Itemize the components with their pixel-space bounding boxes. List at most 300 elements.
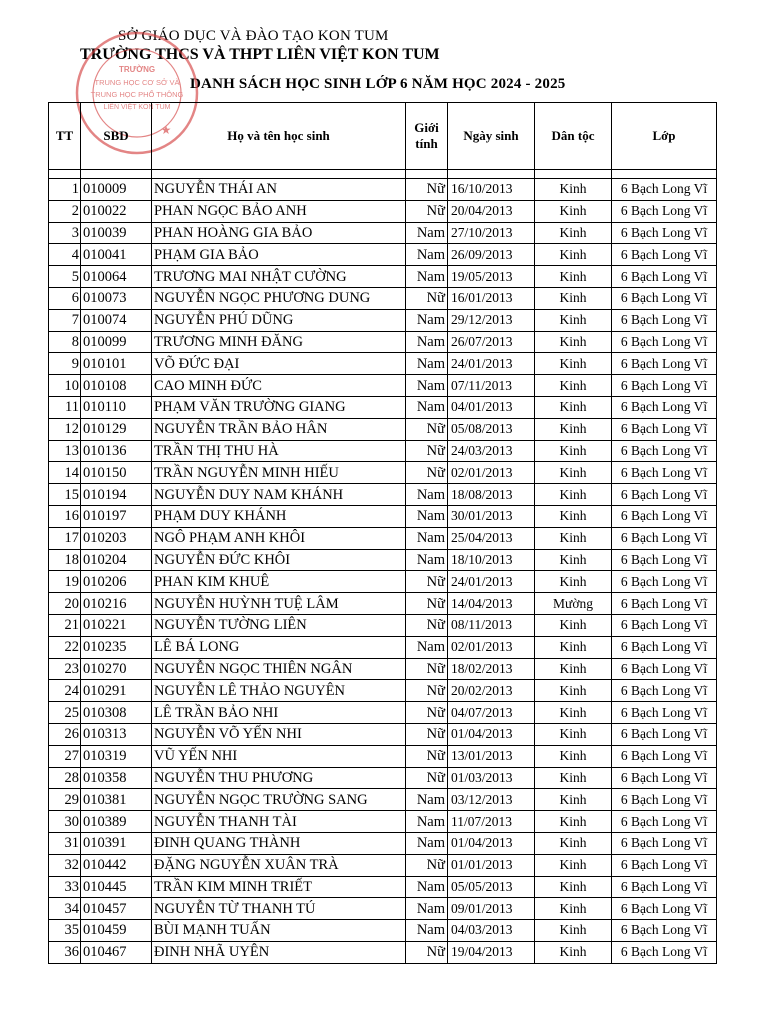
cell-ethnicity: Kinh [535,353,612,375]
table-row [49,920,717,942]
cell-sbd: 010064 [81,266,152,288]
table-row [49,200,717,222]
cell-student-name: NGUYỄN THANH TÀI [152,811,406,833]
cell-gender: Nam [406,505,448,527]
table-row [49,767,717,789]
cell-sbd: 010110 [81,396,152,418]
table-header-row [49,103,717,170]
cell-student-name: TRẦN THỊ THU HÀ [152,440,406,462]
cell-sbd: 010129 [81,418,152,440]
table-row [49,375,717,397]
cell-gender: Nam [406,832,448,854]
cell-ethnicity: Kinh [535,309,612,331]
cell-gender: Nam [406,789,448,811]
table-row [49,811,717,833]
table-row [49,418,717,440]
cell-class: 6 Bạch Long Vĩ [612,200,717,222]
cell-student-name: NGUYỄN NGỌC THIÊN NGÂN [152,658,406,680]
cell-student-name: PHẠM GIA BẢO [152,244,406,266]
cell-dob: 16/01/2013 [448,287,535,309]
cell-ethnicity: Kinh [535,811,612,833]
cell-sbd: 010442 [81,854,152,876]
cell-gender: Nữ [406,200,448,222]
cell-tt: 35 [49,920,81,942]
cell-dob: 01/01/2013 [448,854,535,876]
cell-sbd: 010291 [81,680,152,702]
cell-tt: 16 [49,505,81,527]
cell-sbd: 010108 [81,375,152,397]
cell-class: 6 Bạch Long Vĩ [612,636,717,658]
cell-gender: Nam [406,396,448,418]
cell-student-name: LÊ TRẦN BẢO NHI [152,702,406,724]
cell-dob: 27/10/2013 [448,222,535,244]
cell-student-name: NGUYỄN ĐỨC KHÔI [152,549,406,571]
cell-tt: 5 [49,266,81,288]
cell-tt: 32 [49,854,81,876]
cell-tt: 6 [49,287,81,309]
cell-sbd: 010389 [81,811,152,833]
cell-gender: Nữ [406,571,448,593]
cell-student-name: NGUYỄN THU PHƯƠNG [152,767,406,789]
cell-class: 6 Bạch Long Vĩ [612,353,717,375]
cell-sbd: 010101 [81,353,152,375]
cell-gender: Nam [406,898,448,920]
table-row [49,723,717,745]
cell-sbd: 010022 [81,200,152,222]
cell-dob: 18/10/2013 [448,549,535,571]
cell-class: 6 Bạch Long Vĩ [612,680,717,702]
cell-sbd: 010221 [81,614,152,636]
cell-gender: Nữ [406,614,448,636]
table-row [49,941,717,963]
cell-student-name: NGUYỄN DUY NAM KHÁNH [152,484,406,506]
col-header-dob: Ngày sinh [448,103,535,170]
cell-dob: 24/01/2013 [448,571,535,593]
cell-class: 6 Bạch Long Vĩ [612,244,717,266]
cell-class: 6 Bạch Long Vĩ [612,898,717,920]
cell-dob: 08/11/2013 [448,614,535,636]
cell-dob: 20/04/2013 [448,200,535,222]
table-row [49,854,717,876]
cell-class: 6 Bạch Long Vĩ [612,549,717,571]
table-row [49,549,717,571]
cell-class: 6 Bạch Long Vĩ [612,527,717,549]
cell-class: 6 Bạch Long Vĩ [612,811,717,833]
cell-tt: 2 [49,200,81,222]
cell-ethnicity: Kinh [535,505,612,527]
cell-sbd: 010459 [81,920,152,942]
cell-tt: 19 [49,571,81,593]
cell-gender: Nữ [406,723,448,745]
cell-class: 6 Bạch Long Vĩ [612,571,717,593]
table-row [49,484,717,506]
cell-tt: 22 [49,636,81,658]
cell-gender: Nữ [406,287,448,309]
cell-student-name: NGUYỄN THÁI AN [152,179,406,201]
cell-dob: 13/01/2013 [448,745,535,767]
cell-gender: Nam [406,222,448,244]
cell-gender: Nữ [406,418,448,440]
cell-sbd: 010074 [81,309,152,331]
cell-class: 6 Bạch Long Vĩ [612,179,717,201]
cell-tt: 31 [49,832,81,854]
cell-gender: Nam [406,309,448,331]
cell-student-name: NGUYỄN VÕ YẾN NHI [152,723,406,745]
cell-ethnicity: Kinh [535,396,612,418]
cell-ethnicity: Kinh [535,571,612,593]
cell-class: 6 Bạch Long Vĩ [612,484,717,506]
cell-gender: Nữ [406,593,448,615]
cell-class: 6 Bạch Long Vĩ [612,396,717,418]
cell-class: 6 Bạch Long Vĩ [612,440,717,462]
cell-student-name: NGUYỄN TƯỜNG LIÊN [152,614,406,636]
cell-class: 6 Bạch Long Vĩ [612,418,717,440]
student-list-table [48,102,717,964]
cell-ethnicity: Kinh [535,723,612,745]
cell-tt: 7 [49,309,81,331]
cell-gender: Nữ [406,658,448,680]
col-header-sbd: SBD [81,103,152,170]
cell-gender: Nam [406,636,448,658]
cell-student-name: PHẠM VĂN TRƯỜNG GIANG [152,396,406,418]
cell-student-name: TRƯƠNG MAI NHẬT CƯỜNG [152,266,406,288]
cell-ethnicity: Kinh [535,854,612,876]
cell-tt: 1 [49,179,81,201]
cell-class: 6 Bạch Long Vĩ [612,331,717,353]
cell-dob: 14/04/2013 [448,593,535,615]
table-row [49,222,717,244]
cell-ethnicity: Kinh [535,767,612,789]
cell-tt: 13 [49,440,81,462]
cell-gender: Nữ [406,745,448,767]
cell-gender: Nam [406,549,448,571]
cell-dob: 01/04/2013 [448,832,535,854]
table-row [49,571,717,593]
cell-student-name: LÊ BÁ LONG [152,636,406,658]
cell-tt: 12 [49,418,81,440]
cell-student-name: ĐẶNG NGUYỄN XUÂN TRÀ [152,854,406,876]
table-row [49,876,717,898]
table-row [49,266,717,288]
table-row [49,505,717,527]
cell-student-name: NGÔ PHẠM ANH KHÔI [152,527,406,549]
cell-gender: Nam [406,484,448,506]
cell-class: 6 Bạch Long Vĩ [612,287,717,309]
cell-class: 6 Bạch Long Vĩ [612,745,717,767]
cell-student-name: PHAN KIM KHUÊ [152,571,406,593]
cell-student-name: PHAN HOÀNG GIA BẢO [152,222,406,244]
cell-tt: 29 [49,789,81,811]
cell-dob: 07/11/2013 [448,375,535,397]
cell-dob: 05/05/2013 [448,876,535,898]
cell-tt: 27 [49,745,81,767]
cell-ethnicity: Kinh [535,331,612,353]
cell-gender: Nữ [406,680,448,702]
cell-sbd: 010457 [81,898,152,920]
cell-gender: Nam [406,353,448,375]
cell-sbd: 010204 [81,549,152,571]
cell-dob: 25/04/2013 [448,527,535,549]
cell-dob: 02/01/2013 [448,636,535,658]
cell-dob: 01/03/2013 [448,767,535,789]
cell-gender: Nữ [406,702,448,724]
cell-class: 6 Bạch Long Vĩ [612,505,717,527]
seal-line-1: TRƯỜNG [118,65,156,74]
cell-sbd: 010039 [81,222,152,244]
table-row [49,832,717,854]
cell-student-name: NGUYỄN NGỌC TRƯỜNG SANG [152,789,406,811]
cell-ethnicity: Kinh [535,702,612,724]
cell-class: 6 Bạch Long Vĩ [612,876,717,898]
document-header [0,0,768,105]
seal-star-icon: ★ [160,123,172,137]
cell-tt: 26 [49,723,81,745]
cell-ethnicity: Kinh [535,920,612,942]
cell-sbd: 010041 [81,244,152,266]
cell-dob: 18/02/2013 [448,658,535,680]
table-row [49,680,717,702]
cell-sbd: 010391 [81,832,152,854]
cell-dob: 26/07/2013 [448,331,535,353]
table-row [49,353,717,375]
cell-student-name: ĐINH QUANG THÀNH [152,832,406,854]
cell-sbd: 010381 [81,789,152,811]
cell-tt: 24 [49,680,81,702]
cell-student-name: PHAN NGỌC BẢO ANH [152,200,406,222]
cell-sbd: 010194 [81,484,152,506]
cell-gender: Nam [406,527,448,549]
cell-sbd: 010197 [81,505,152,527]
cell-dob: 04/03/2013 [448,920,535,942]
cell-student-name: TRẦN NGUYỄN MINH HIẾU [152,462,406,484]
cell-ethnicity: Kinh [535,418,612,440]
cell-ethnicity: Kinh [535,832,612,854]
cell-ethnicity: Kinh [535,440,612,462]
cell-student-name: NGUYỄN TRẦN BẢO HÂN [152,418,406,440]
cell-ethnicity: Mường [535,593,612,615]
cell-class: 6 Bạch Long Vĩ [612,702,717,724]
cell-dob: 04/07/2013 [448,702,535,724]
cell-gender: Nam [406,375,448,397]
cell-student-name: NGUYỄN PHÚ DŨNG [152,309,406,331]
cell-gender: Nữ [406,854,448,876]
cell-dob: 18/08/2013 [448,484,535,506]
table-row [49,789,717,811]
cell-gender: Nam [406,331,448,353]
cell-class: 6 Bạch Long Vĩ [612,941,717,963]
cell-sbd: 010099 [81,331,152,353]
cell-tt: 17 [49,527,81,549]
cell-dob: 29/12/2013 [448,309,535,331]
cell-ethnicity: Kinh [535,222,612,244]
cell-sbd: 010235 [81,636,152,658]
cell-class: 6 Bạch Long Vĩ [612,462,717,484]
table-row [49,636,717,658]
cell-dob: 03/12/2013 [448,789,535,811]
cell-class: 6 Bạch Long Vĩ [612,789,717,811]
cell-tt: 10 [49,375,81,397]
cell-tt: 3 [49,222,81,244]
cell-sbd: 010206 [81,571,152,593]
cell-gender: Nam [406,876,448,898]
cell-class: 6 Bạch Long Vĩ [612,266,717,288]
cell-tt: 9 [49,353,81,375]
table-row [49,898,717,920]
cell-gender: Nam [406,920,448,942]
cell-class: 6 Bạch Long Vĩ [612,593,717,615]
cell-ethnicity: Kinh [535,266,612,288]
table-row [49,593,717,615]
cell-dob: 16/10/2013 [448,179,535,201]
cell-tt: 18 [49,549,81,571]
cell-gender: Nữ [406,767,448,789]
cell-tt: 14 [49,462,81,484]
cell-ethnicity: Kinh [535,745,612,767]
student-rows [49,179,717,964]
cell-student-name: TRẦN KIM MINH TRIẾT [152,876,406,898]
cell-class: 6 Bạch Long Vĩ [612,222,717,244]
cell-class: 6 Bạch Long Vĩ [612,614,717,636]
table-row [49,244,717,266]
cell-tt: 21 [49,614,81,636]
cell-sbd: 010319 [81,745,152,767]
cell-student-name: NGUYỄN NGỌC PHƯƠNG DUNG [152,287,406,309]
cell-dob: 05/08/2013 [448,418,535,440]
cell-gender: Nam [406,244,448,266]
cell-ethnicity: Kinh [535,200,612,222]
table-row [49,658,717,680]
cell-gender: Nữ [406,440,448,462]
cell-gender: Nữ [406,462,448,484]
cell-sbd: 010073 [81,287,152,309]
cell-student-name: CAO MINH ĐỨC [152,375,406,397]
cell-tt: 4 [49,244,81,266]
seal-line-2: TRUNG HỌC CƠ SỞ VÀ [94,78,180,87]
cell-class: 6 Bạch Long Vĩ [612,309,717,331]
cell-ethnicity: Kinh [535,636,612,658]
cell-ethnicity: Kinh [535,549,612,571]
cell-class: 6 Bạch Long Vĩ [612,832,717,854]
cell-class: 6 Bạch Long Vĩ [612,375,717,397]
cell-ethnicity: Kinh [535,876,612,898]
cell-dob: 30/01/2013 [448,505,535,527]
table-row [49,745,717,767]
cell-gender: Nữ [406,179,448,201]
school-name: TRƯỜNG THCS VÀ THPT LIÊN VIỆT KON TUM [80,46,440,63]
col-header-ethnicity: Dân tộc [535,103,612,170]
cell-tt: 30 [49,811,81,833]
cell-student-name: VÕ ĐỨC ĐẠI [152,353,406,375]
cell-dob: 04/01/2013 [448,396,535,418]
col-header-gender: Giới tính [406,103,448,170]
cell-sbd: 010009 [81,179,152,201]
cell-tt: 15 [49,484,81,506]
cell-tt: 28 [49,767,81,789]
cell-tt: 23 [49,658,81,680]
table-row [49,179,717,201]
cell-tt: 20 [49,593,81,615]
cell-sbd: 010136 [81,440,152,462]
cell-dob: 26/09/2013 [448,244,535,266]
cell-student-name: NGUYỄN LÊ THẢO NGUYÊN [152,680,406,702]
cell-ethnicity: Kinh [535,179,612,201]
cell-sbd: 010308 [81,702,152,724]
table-row [49,331,717,353]
cell-ethnicity: Kinh [535,287,612,309]
cell-dob: 11/07/2013 [448,811,535,833]
table-row [49,527,717,549]
cell-class: 6 Bạch Long Vĩ [612,854,717,876]
seal-line-4: LIÊN VIỆT KON TUM [103,104,171,111]
cell-sbd: 010445 [81,876,152,898]
cell-sbd: 010203 [81,527,152,549]
cell-dob: 20/02/2013 [448,680,535,702]
seal-line-3: TRUNG HỌC PHỔ THÔNG [90,90,184,99]
cell-gender: Nam [406,811,448,833]
cell-sbd: 010270 [81,658,152,680]
cell-dob: 19/05/2013 [448,266,535,288]
table-row [49,309,717,331]
cell-dob: 19/04/2013 [448,941,535,963]
document-title: DANH SÁCH HỌC SINH LỚP 6 NĂM HỌC 2024 - 2025 [190,76,566,92]
cell-tt: 11 [49,396,81,418]
cell-sbd: 010150 [81,462,152,484]
col-header-name: Họ và tên học sinh [152,103,406,170]
cell-tt: 25 [49,702,81,724]
cell-tt: 36 [49,941,81,963]
col-header-class: Lớp [612,103,717,170]
cell-ethnicity: Kinh [535,680,612,702]
table-row [49,614,717,636]
cell-student-name: NGUYỄN TỪ THANH TÚ [152,898,406,920]
cell-student-name: BÙI MẠNH TUẤN [152,920,406,942]
cell-dob: 02/01/2013 [448,462,535,484]
cell-ethnicity: Kinh [535,462,612,484]
cell-ethnicity: Kinh [535,658,612,680]
cell-sbd: 010313 [81,723,152,745]
cell-ethnicity: Kinh [535,898,612,920]
cell-sbd: 010467 [81,941,152,963]
cell-class: 6 Bạch Long Vĩ [612,767,717,789]
cell-tt: 8 [49,331,81,353]
cell-ethnicity: Kinh [535,614,612,636]
cell-tt: 34 [49,898,81,920]
col-header-tt: TT [49,103,81,170]
table-row [49,396,717,418]
cell-dob: 24/01/2013 [448,353,535,375]
table-row [49,287,717,309]
cell-ethnicity: Kinh [535,484,612,506]
cell-gender: Nam [406,266,448,288]
cell-class: 6 Bạch Long Vĩ [612,920,717,942]
department-name: SỞ GIÁO DỤC VÀ ĐÀO TẠO KON TUM [118,28,389,44]
cell-class: 6 Bạch Long Vĩ [612,723,717,745]
cell-dob: 01/04/2013 [448,723,535,745]
cell-ethnicity: Kinh [535,941,612,963]
cell-dob: 09/01/2013 [448,898,535,920]
cell-sbd: 010216 [81,593,152,615]
table-row [49,702,717,724]
cell-student-name: NGUYỄN HUỲNH TUỆ LÂM [152,593,406,615]
cell-student-name: VŨ YẾN NHI [152,745,406,767]
table-row [49,440,717,462]
cell-sbd: 010358 [81,767,152,789]
cell-student-name: ĐINH NHÃ UYÊN [152,941,406,963]
cell-ethnicity: Kinh [535,527,612,549]
cell-ethnicity: Kinh [535,789,612,811]
cell-ethnicity: Kinh [535,244,612,266]
cell-ethnicity: Kinh [535,375,612,397]
